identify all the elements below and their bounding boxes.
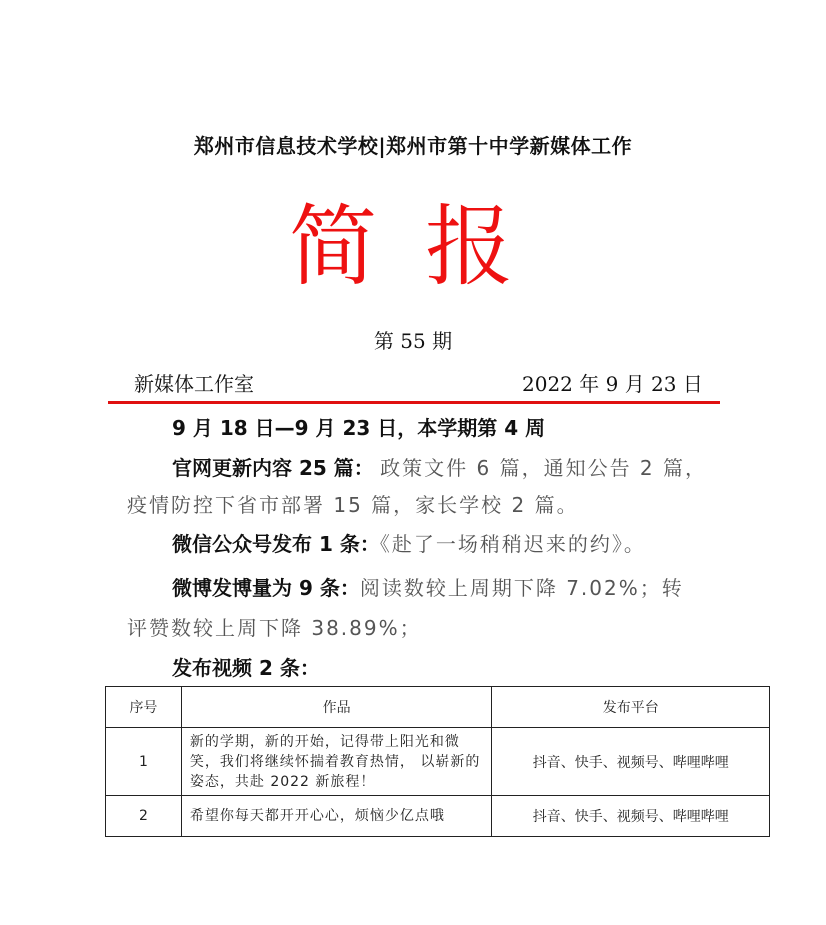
site-update-text-a: 政策文件 6 篇，通知公告 2 篇， <box>380 456 708 480</box>
studio-name: 新媒体工作室 <box>134 372 254 396</box>
week-line: 9 月 18 日—9 月 23 日，本学期第 4 周 <box>172 416 546 440</box>
org-title: 郑州市信息技术学校|郑州市第十中学新媒体工作 <box>193 134 633 158</box>
site-update-label: 官网更新内容 25 篇： <box>172 456 374 480</box>
weibo-text-a: 阅读数较上周期下降 7.02%；转 <box>359 576 684 600</box>
row-work: 新的学期，新的开始，记得带上阳光和微笑，我们将继续怀揣着教育热情， 以崭新的姿态，共赴 2022 新旅程！ <box>181 728 492 796</box>
video-label: 发布视频 2 条： <box>172 656 320 680</box>
row-work: 希望你每天都开开心心，烦恼少亿点哦 <box>181 796 492 837</box>
site-update-paragraph <box>172 454 712 482</box>
wechat-label: 微信公众号发布 1 条： <box>172 532 380 556</box>
row-no: 1 <box>106 728 182 796</box>
video-table <box>105 686 770 837</box>
table-header-row <box>106 687 770 728</box>
issue-number: 第 55 期 <box>373 329 453 353</box>
table-row <box>106 796 770 837</box>
weibo-paragraph <box>172 574 684 602</box>
weibo-label: 微博发博量为 9 条： <box>172 576 360 600</box>
red-divider <box>108 401 720 404</box>
bulletin-title: 简报 <box>288 195 561 298</box>
row-no: 2 <box>106 796 182 837</box>
row-platform: 抖音、快手、视频号、哔哩哔哩 <box>492 796 770 837</box>
table-row <box>106 728 770 796</box>
row-platform: 抖音、快手、视频号、哔哩哔哩 <box>492 728 770 796</box>
wechat-text: 《赴了一场稍稍迟来的约》。 <box>379 532 646 556</box>
header-platform: 发布平台 <box>492 687 770 728</box>
site-update-text-b: 疫情防控下省市部署 15 篇，家长学校 2 篇。 <box>127 493 579 517</box>
publish-date: 2022 年 9 月 23 日 <box>522 372 703 396</box>
weibo-text-b: 评赞数较上周下降 38.89%； <box>127 616 422 640</box>
header-no: 序号 <box>106 687 182 728</box>
wechat-paragraph <box>172 530 646 558</box>
header-work: 作品 <box>181 687 492 728</box>
